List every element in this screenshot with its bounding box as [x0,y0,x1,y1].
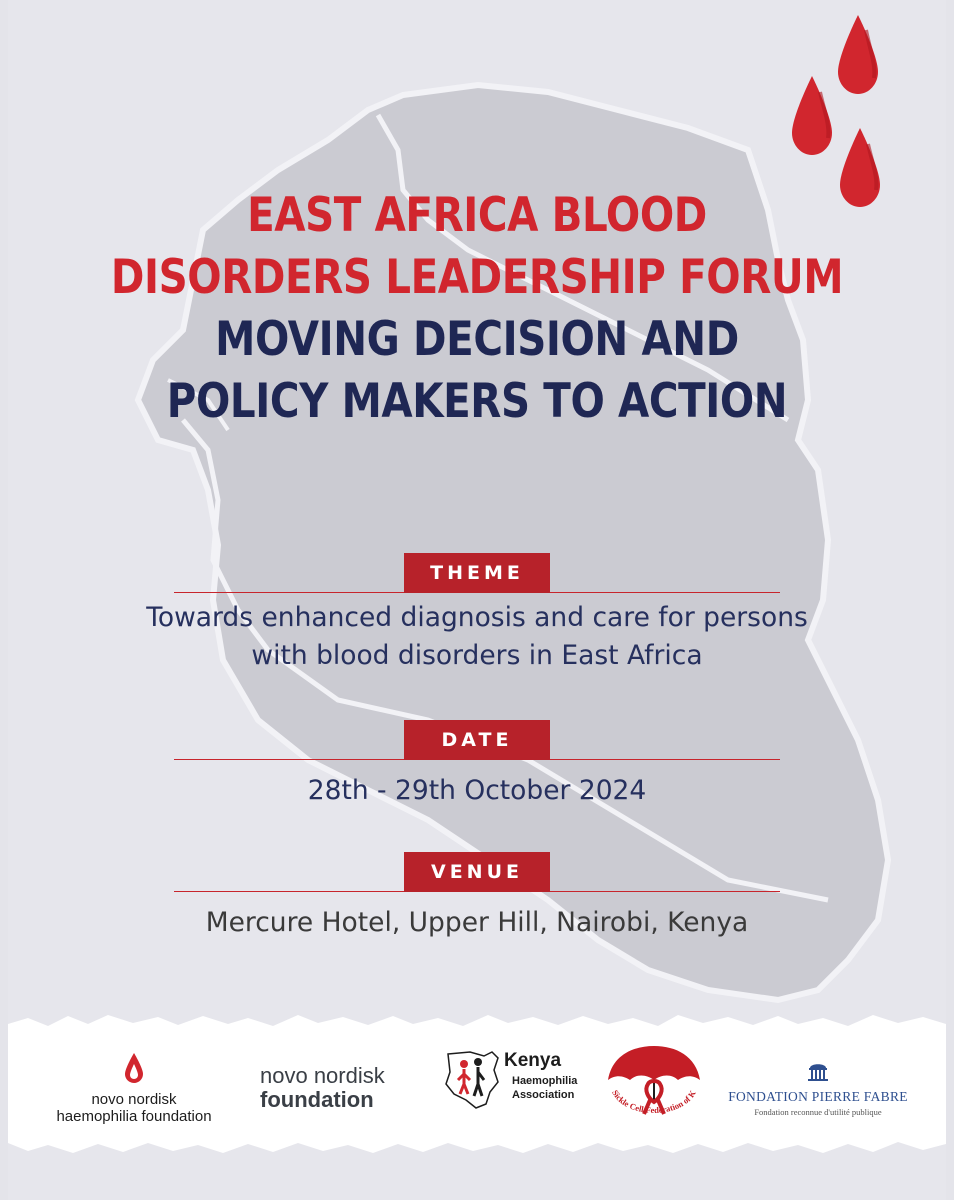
kha-line-3: Association [512,1089,575,1101]
title-line-1: EAST AFRICA BLOOD [247,188,707,243]
scfk-logo [588,1042,718,1122]
kha-line-2: Haemophilia [512,1075,578,1087]
title-line-2: DISORDERS LEADERSHIP FORUM [110,250,844,305]
nnhf-line-1: novo nordisk [91,1091,177,1108]
date-label: DATE [404,720,550,760]
blood-drop-icon [123,1052,145,1084]
fpf-line-1: FONDATION PIERRE FABRE [728,1089,908,1104]
kha-logo [440,1048,580,1108]
venue-value: Mercure Hotel, Upper Hill, Nairobi, Kenya [205,907,749,938]
nnhf-logo [54,1052,214,1125]
fpf-line-2: Fondation reconnue d'utilité publique [754,1107,882,1117]
venue-label: VENUE [404,852,550,892]
forum-title [74,185,881,433]
fpf-logo [728,1060,908,1117]
kha-line-1: Kenya [504,1050,562,1071]
nnf-line-2: foundation [260,1087,374,1112]
sponsor-strip [8,1012,946,1162]
theme-line-2: with blood disorders in East Africa [251,640,703,671]
blood-drops-icon [778,10,898,210]
theme-line-1: Towards enhanced diagnosis and care for persons [146,602,808,633]
theme-section [8,553,946,675]
date-section [8,720,946,810]
building-icon [807,1060,829,1082]
date-value: 28th - 29th October 2024 [307,775,647,806]
theme-label: THEME [404,553,550,593]
nnhf-line-2: haemophilia foundation [56,1108,212,1125]
theme-text [8,599,946,675]
poster [8,0,946,1200]
scfk-text: Sickle Cell Federation of K [610,1088,698,1116]
title-line-3: MOVING DECISION AND [215,312,739,367]
title-line-4: POLICY MAKERS TO ACTION [166,374,788,429]
venue-section [8,852,946,942]
nnf-logo [260,1064,385,1112]
umbrella-ribbon-icon [588,1042,718,1122]
nnf-line-1: novo nordisk [260,1063,385,1088]
kenya-map-icon [440,1048,502,1110]
